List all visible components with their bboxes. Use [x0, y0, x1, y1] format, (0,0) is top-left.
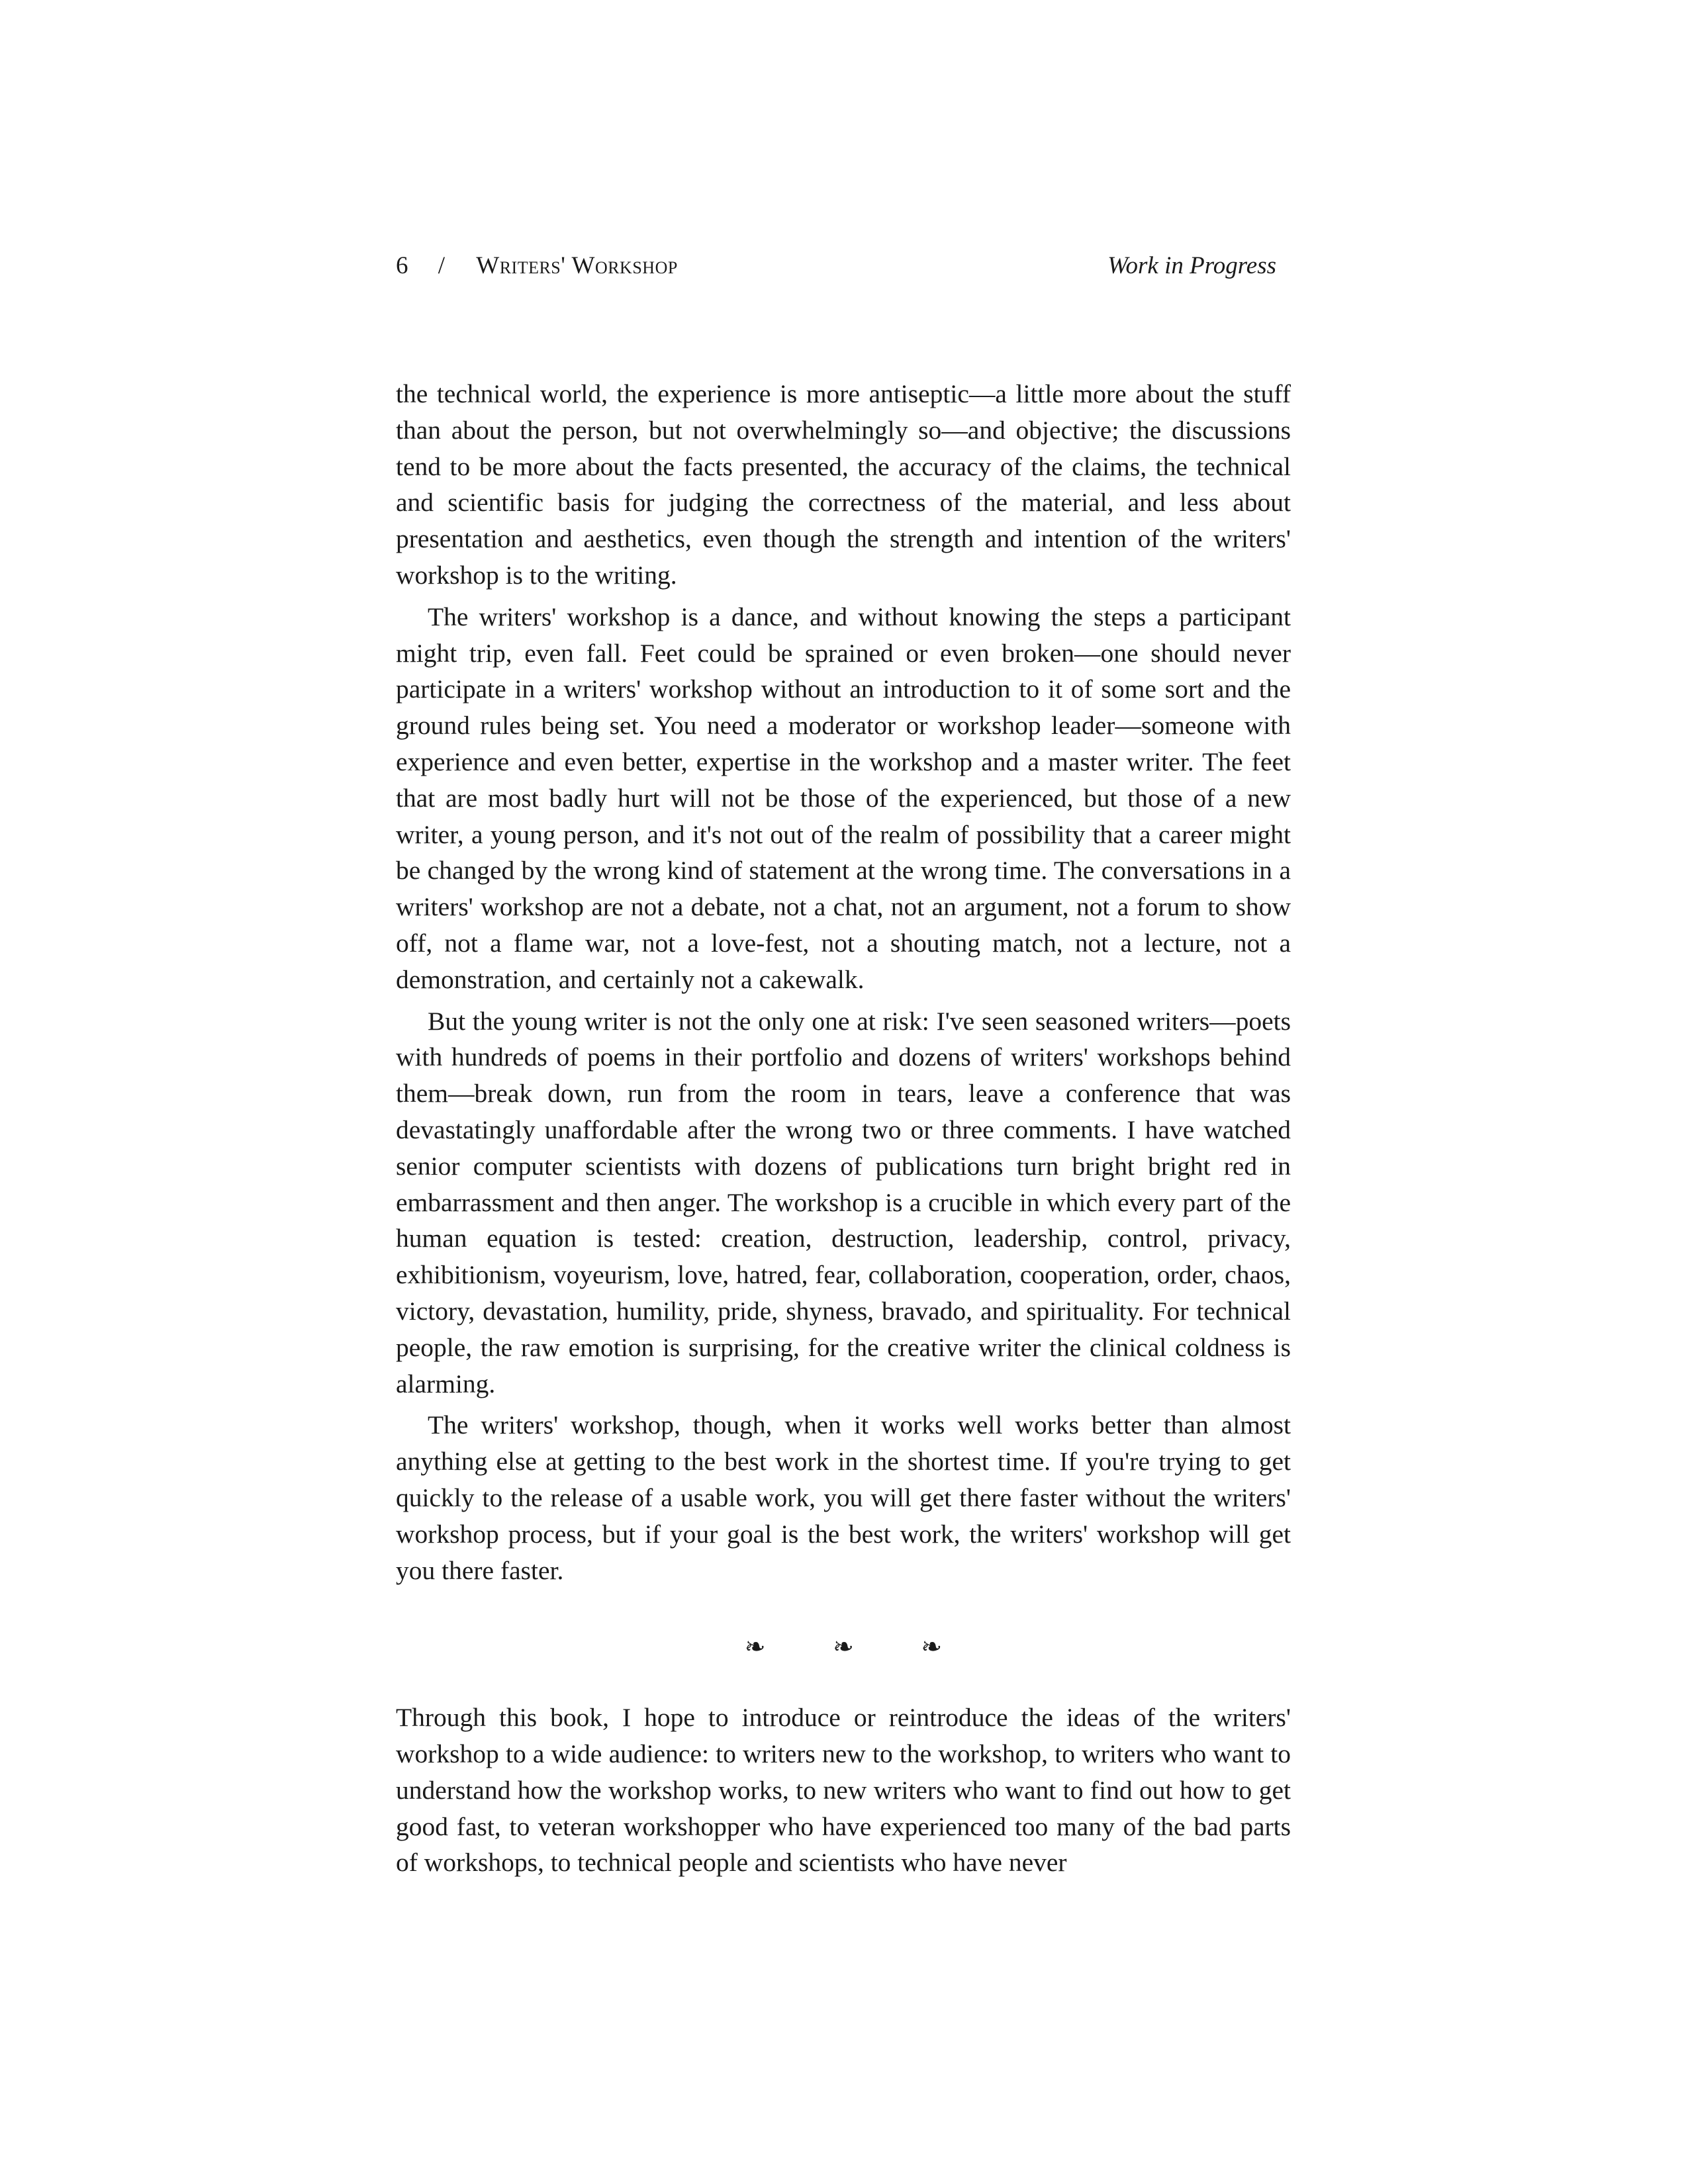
running-head-left	[396, 246, 678, 286]
page-number: 6	[396, 252, 408, 279]
running-head	[396, 246, 1291, 286]
paragraph: But the young writer is not the only one at risk: I've seen seasoned writers—poets with hundreds of poems in their portfolio and dozens of writers' workshops behind them—break down, run from the room in tears, leave a conference that was devastatingly unaffordable after the wrong two or three comments. I have watched senior computer scientists with dozens of publications turn bright bright red in embarrassment and then anger. The workshop is a crucible in which every part of the human equation is tested: creation, destruction, leadership, control, privacy, exhibitionism, voyeurism, love, hatred, fear, collaboration, cooperation, order, chaos, victory, devastation, humility, pride, shyness, bravado, and spirituality. For technical people, the raw emotion is surprising, for the creative writer the clinical coldness is alarming.	[396, 1006, 1291, 1398]
floral-ornament-icon: ❧	[744, 1632, 766, 1662]
floral-ornament-icon: ❧	[921, 1632, 943, 1662]
body-text	[396, 376, 1291, 1881]
paragraph: The writers' workshop is a dance, and without knowing the steps a participant might trip, even fall. Feet could be sprained or even broken—one should never participate in a writers' workshop without an introduction to it of some sort and the ground rules being set. You need a moderator or workshop leader—someone with experience and even better, expertise in the workshop and a master writer. The feet that are most badly hurt will not be those of the experienced, but those of a new writer, a young person, and it's not out of the realm of possibility that a career might be changed by the wrong kind of statement at the wrong time. The conversations in a writers' workshop are not a debate, not a chat, not an argument, not a forum to show off, not a flame war, not a love-fest, not a shouting match, not a lecture, not a demonstration, and certainly not a cakewalk.	[396, 602, 1291, 994]
book-title: Writers' Workshop	[476, 252, 678, 279]
floral-ornament-icon: ❧	[833, 1632, 854, 1662]
chapter-title: Work in Progress	[1107, 252, 1276, 279]
paragraph-continued: the technical world, the experience is more antiseptic—a little more about the stuff than about the person, but not overwhelmingly so—and objective; the discussions tend to be more about the facts presented, the accuracy of the claims, the technical and scientific basis for judging the correctness of the material, and less about presentation and aesthetics, even though the strength and intention of the writers' workshop is to the writing.	[396, 379, 1291, 590]
running-head-separator: /	[438, 252, 445, 279]
book-page	[396, 246, 1291, 1886]
paragraph: The writers' workshop, though, when it works well works better than almost anything else at getting to the best work in the shortest time. If you're trying to get quickly to the release of a usable work, you will get there faster without the writers' workshop process, but if your goal is the best work, the writers' workshop will get you there faster.	[396, 1410, 1291, 1585]
section-break	[396, 1629, 1291, 1664]
paragraph-section-start: Through this book, I hope to introduce or reintroduce the ideas of the writers' workshop to a wide audience: to writers new to the workshop, to writers who want to understand how the workshop works, to new writers who want to find out how to get good fast, to veteran workshopper who have experienced too many of the bad parts of workshops, to technical people and scientists who have never	[396, 1703, 1291, 1878]
